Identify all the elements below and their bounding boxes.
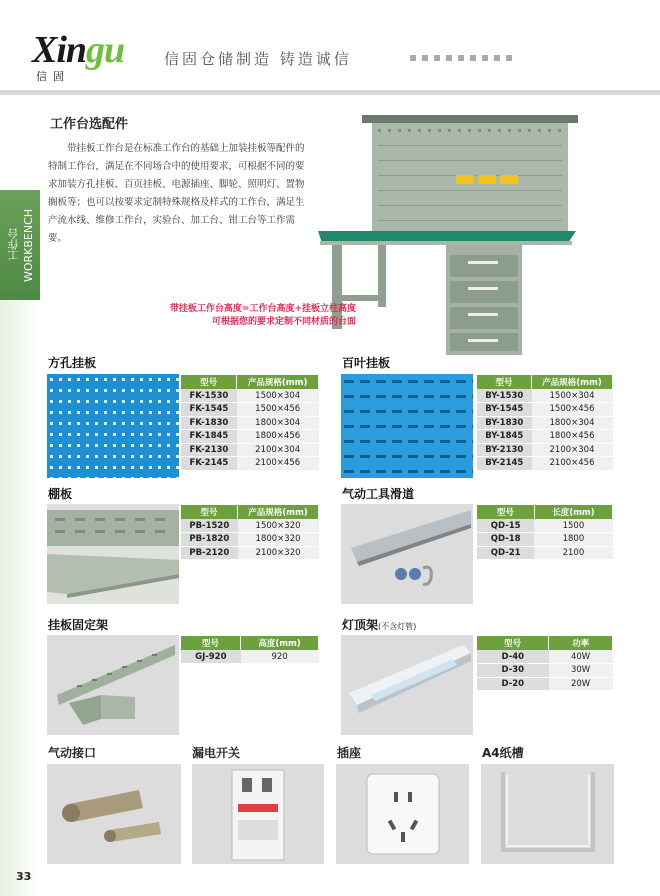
- slide-rail-table: 型号 长度(mm) QD-15 1500 QD-18 1800 QD-21 2100: [477, 505, 613, 560]
- header-divider: [0, 90, 660, 95]
- brand-slogan: 信固仓储制造 铸造诚信: [164, 50, 352, 68]
- table-row: D-20 20W: [477, 677, 613, 691]
- section-title-bracket: 挂板固定架: [48, 618, 109, 632]
- table-row: QD-15 1500: [477, 519, 613, 533]
- shelf-image: [47, 504, 179, 604]
- table-row: QD-21 2100: [477, 546, 613, 560]
- brand-logo: Xingu: [32, 29, 125, 71]
- section-title-shelf: 棚板: [48, 487, 73, 501]
- table-row: BY-2130 2100×304: [477, 443, 613, 457]
- table-row: BY-1545 1500×456: [477, 403, 613, 417]
- caption-socket: 插座: [337, 746, 362, 760]
- table-row: FK-1845 1800×456: [181, 430, 319, 444]
- table-row: BY-2145 2100×456: [477, 457, 613, 471]
- table-row: FK-2145 2100×456: [181, 457, 319, 471]
- workbench-image: [318, 115, 580, 355]
- table-row: D-40 40W: [477, 650, 613, 664]
- brand-logo-cn: 信固: [36, 70, 70, 83]
- intro-title: 工作台选配件: [50, 117, 129, 132]
- socket-image: [336, 764, 469, 864]
- caption-a4-slot: A4纸槽: [482, 746, 524, 760]
- section-title-lamp: 灯顶架(不含灯管): [342, 618, 417, 632]
- side-strip: [0, 300, 40, 896]
- table-row: GJ-920 920: [181, 650, 319, 664]
- workbench-note: 带挂板工作台高度=工作台高度+挂板立柱高度 可根据您的要求定制不同材质的台面: [169, 304, 356, 327]
- table-row: FK-1530 1500×304: [181, 389, 319, 403]
- square-hole-panel-image: [47, 374, 179, 478]
- air-coupler-image: [47, 764, 181, 864]
- table-row: PB-1820 1800×320: [181, 533, 319, 547]
- page-number: 33: [16, 870, 32, 883]
- table-row: PB-2120 2100×320: [181, 546, 319, 560]
- table-row: PB-1520 1500×320: [181, 519, 319, 533]
- lamp-image: [341, 635, 473, 735]
- table-row: FK-2130 2100×304: [181, 443, 319, 457]
- louvered-panel-image: [341, 374, 473, 478]
- section-title-square-hole: 方孔挂板: [48, 356, 97, 370]
- section-title-louvered: 百叶挂板: [342, 356, 391, 370]
- caption-air-coupler: 气动接口: [48, 746, 97, 760]
- louvered-table: 型号 产品规格(mm) BY-1530 1500×304 BY-1545 1500×456 BY-1830 1800×304 BY-1845 1800×456 BY-2130 2100×304 BY-2145 2100×456: [477, 375, 613, 471]
- shelf-table: 型号 产品规格(mm) PB-1520 1500×320 PB-1820 1800×320 PB-2120 2100×320: [181, 505, 319, 560]
- side-tab-label: 工作台 WORKBENCH: [7, 208, 35, 282]
- intro-body: 带挂板工作台是在标准工作台的基础上加装挂板等配件的特制工作台，满足在不同场合中的使用要求，可根据不同的要求加装方孔挂板、百页挂板、电源插座、脚轮、照明灯、置物搁板等；也可以按要求定制特殊规格及样式的工作台，满足生产流水线、维修工作台，实验台、加工台、钳工台等工作需要。: [48, 143, 305, 244]
- a4-slot-image: [481, 764, 614, 864]
- table-row: FK-1545 1500×456: [181, 403, 319, 417]
- header-dots: [410, 55, 512, 61]
- lamp-table: 型号 功率 D-40 40W D-30 30W D-20 20W: [477, 636, 613, 691]
- bracket-image: [47, 635, 179, 735]
- table-row: FK-1830 1800×304: [181, 416, 319, 430]
- caption-breaker: 漏电开关: [192, 746, 241, 760]
- table-row: QD-18 1800: [477, 533, 613, 547]
- breaker-image: [192, 764, 324, 864]
- table-row: D-30 30W: [477, 664, 613, 678]
- table-row: BY-1830 1800×304: [477, 416, 613, 430]
- table-row: BY-1530 1500×304: [477, 389, 613, 403]
- slide-rail-image: [341, 504, 473, 604]
- section-title-slide-rail: 气动工具滑道: [342, 487, 415, 501]
- square-hole-table: 型号 产品规格(mm) FK-1530 1500×304 FK-1545 1500×456 FK-1830 1800×304 FK-1845 1800×456 FK-2130 2100×304 FK-2145 2100×456: [181, 375, 319, 471]
- table-row: BY-1845 1800×456: [477, 430, 613, 444]
- bracket-table: 型号 高度(mm) GJ-920 920: [181, 636, 319, 664]
